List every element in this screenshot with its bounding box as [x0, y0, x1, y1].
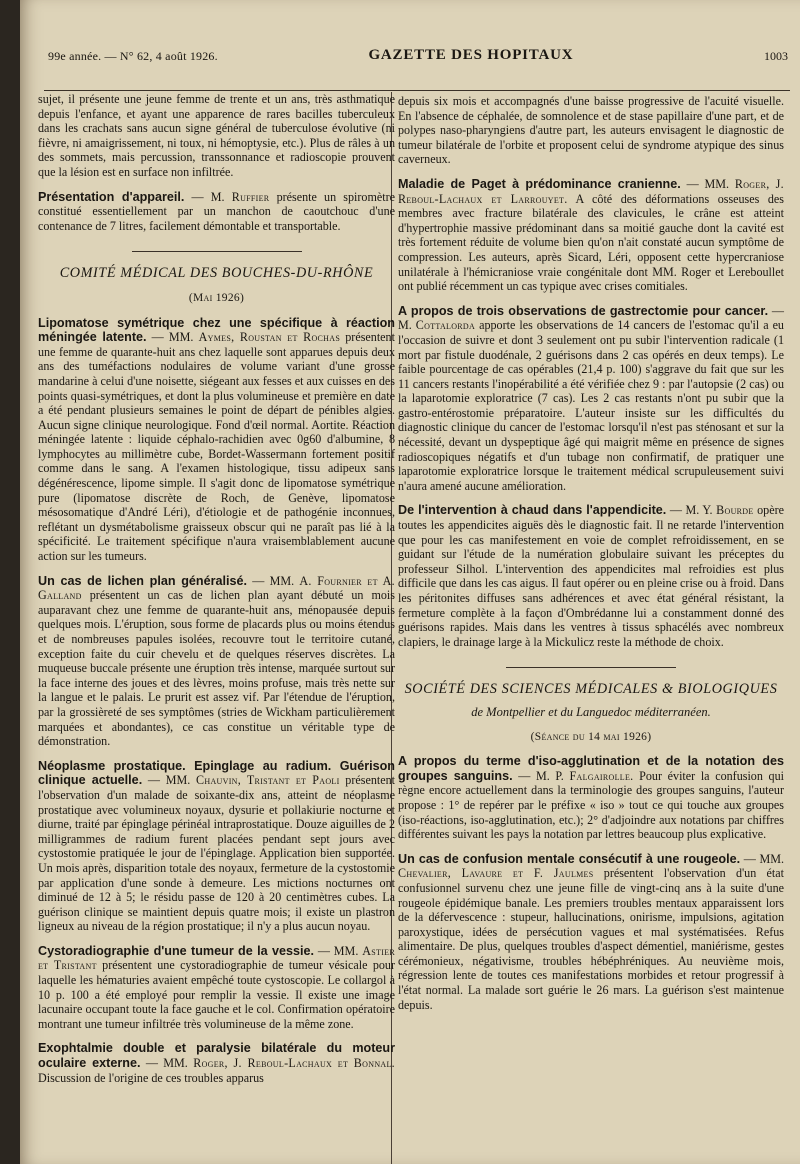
article-body: présentent un cas de lichen plan ayant débuté un mois auparavant chez une femme de quarante-huit ans, ménopausée depuis quelques mois. L'éruption, sous forme de placards plus ou moins étendus et de nombreuses papules isolées, recouvre tout le territoire cutané, exception faite du cuir chevelu et de quelques réserves discrètes. La muqueuse buccale présente une éruption très intense, marquée surtout sur la face interne des joues et des lèvres, moins profuse, mais très nette sur la langue et le palais. Le prurit est assez vif. Par l'étendue de l'éruption, par la grossièreté de ses symptômes (stries de Wickham particulièrement marquées et abondantes), ce cas constitue un véritable type de démonstration. [38, 588, 395, 749]
article-prefix: — MM. [151, 330, 194, 345]
article-authors: Falgairolle. [569, 768, 634, 783]
article-body: présentent l'observation d'un malade de soixante-dix ans, atteint de néoplasme prostatique avec volumineux noyaux, dysurie et pollakiurie nocturne et diurne, traité par épinglage périnéal intraprostatique. Douze aiguilles de 2 milligrammes de radium furent placées pendant sept jours avec cystostomie pratiquée le jour de l'épinglage. Application bien supportée. Un mois après, disparition totale des noyaux, fermeture de la cystostomie par application d'une sonde à demeure. Les mictions nocturnes ont diminué de 12 à 5; le résidu passe de 120 à 20 centimètres cubes. La guérison clinique se maintient depuis quatre mois; il existe un plastron ligneux au niveau de la région prostatique; il n'y a plus aucun noyau. [38, 773, 395, 934]
journal-title: GAZETTE DES HOPITAUX [368, 47, 574, 63]
article-title: De l'intervention à chaud dans l'appendicite. [398, 503, 667, 518]
article-authors: Roger, J. Reboul-Lachaux et Larrouyet. [398, 176, 784, 206]
article-authors: A. Fournier et A. Galland [38, 573, 395, 603]
article-body: opère toutes les appendicites aiguës dès le diagnostic fait. Il ne retarde l'intervention que pour les cas manifestement en voie de complet refroidissement, en se guidant sur l'étude de la numération globulaire suivant les préceptes du professeur Silhol. L'intervention des appendicites mal refroidies est plus difficile que dans les cas aigus. Il faut opérer ou en pleine crise ou à froid. Dans les péritonites diffuses sans adhérences et avec état général résistant, la fermeture complète à la façon d'Ombrédanne lui a constamment donné des guérisons rapides. Mais dans les ventres à tissus sphacélés avec nombreux clapiers, le drainage large à la Mickulicz reste la méthode de choix. [398, 503, 784, 649]
article [38, 759, 395, 934]
article [398, 852, 784, 1013]
article [38, 316, 395, 564]
continuation-paragraph: depuis six mois et accompagnés d'une baisse progressive de l'acuité visuelle. En l'absence de céphalée, de somnolence et de stase papillaire d'une part, et de polypes naso-pharyngiens d'autre part, les auteurs envisagent le diagnostic de tumeur bilatérale de l'orbite et proposent celui de syndrome atypique des sinus caverneux. [398, 94, 784, 167]
section-name: SOCIÉTÉ DES SCIENCES MÉDICALES & BIOLOGIQUES [404, 681, 778, 698]
article-prefix: — M. P. [518, 768, 564, 783]
page-number: 1003 [764, 49, 788, 63]
intro-paragraph: sujet, il présente une jeune femme de trente et un ans, très asthmatique depuis l'enfance, et ayant une apparence de rares bacilles tuberculeux dans les crachats sans aucun signe général de tuberculose évolutive (ni fièvre, ni amaigrissement, ni toux, ni hémoptysie, etc.). Plus de râles à un des sommets, mais percussion, transsonnance et radioscopie prouvent que la lésion est en surface non infiltrée. [38, 92, 395, 179]
article-body: présentent une cystoradiographie de tumeur vésicale pour laquelle les hématuries avaient empêché toute cystoscopie. Le collargol à 10 p. 100 a été employé pour remplir la vessie. Il existe une image lacunaire occupant toute la face gauche et le col. Confirmation opératoire montrant une tumeur infiltrée très volumineuse de la même zone. [38, 958, 396, 1031]
article-body: A côté des déformations osseuses des membres avec fracture bilatérale des clavicules, le crâne est atteint d'hypertrophie massive prédominant dans sa moitié gauche dont la cavité est très fortement réduite de volume bien qu'on n'ait constaté aucun symptôme de compression. Les auteurs, après Sicard, Léri, opposent cette hypercraniose unilatérale à l'hémicraniose vraie congénitale dont MM. Roger et Lereboullet ont publié récemment un cas typique avec crises comitiales. [398, 191, 784, 294]
article-prefix: — MM. [147, 773, 191, 788]
article-body: présentent une femme de quarante-huit ans chez laquelle sont apparues depuis deux ans des tuméfactions nodulaires de volume variant d'une grosse mandarine à celui d'une noisette, siégeant aux fesses et aux cuisses en des points quasi-symétriques, et dont la plus volumineuse et première en date a été pendant plusieurs semaines le point de départ de pénibles algies. Aucun signe clinique neurologique. Fond d'œil normal. Aortite. Réaction méningée latente : liquide céphalo-rachidien avec 0g60 d'albumine, 8 lymphocytes au millimètre cube, Bordet-Wassermann fortement positif comme dans le sang. A l'examen histologique, tissu adipeux sans dégénérescence, lipome simple. Il s'agit donc de lipomatose symétrique pure (lipomatose discrète de Roch, de Genève, lipomatose mésosomatique d'André Léri), d'étiologie et de pathogénie inconnues, reflétant un dysmétabolisme graisseux obscur qui ne paraît pas lié à la spécificité. Le traitement spécifique n'aura vraisemblablement aucune action sur les tumeurs. [38, 330, 395, 564]
article-title: Lipomatose symétrique chez une spécifique à réaction méningée latente. [38, 315, 395, 345]
article [398, 754, 784, 842]
article-title: A propos du terme d'iso-agglutination et de la notation des groupes sanguins. [398, 754, 784, 783]
article-authors: Bourde [716, 503, 754, 518]
article-body: Discussion de l'origine de ces troubles apparus [38, 1070, 264, 1085]
article-authors: Ruffier [231, 189, 270, 204]
article-title: Présentation d'appareil. [38, 189, 185, 204]
section-date: (Séance du 14 mai 1926) [530, 730, 652, 743]
article-body: apporte les observations de 14 cancers de l'estomac qu'il a eu l'occasion de suivre et dont 3 seulement ont pu subir l'intervention radicale (1 mort par fistule duodénale, 2 guérisons dans 2 cas opérés en deux temps). Le faible pourcentage de cas opérables (21,4 p. 100) s'aggrave du fait que sur les 11 cancers restants l'inopérabilité a été vérifiée chez 9 : par l'autopsie (2 cas) ou la laparotomie exploratrice (7 cas). Les 2 cas restants n'ont pu subir que la gastro-entérostomie préparatoire. L'auteur insiste sur les difficultés du diagnostic clinique du cancer de l'estomac lorsqu'il n'est pas sténosant et sur la nécessité, devant un dyspeptique âgé qui maigrit même en présence de signes radioscopiques négatifs et d'un tubage non confirmatif, de pratiquer une laparotomie exploratrice lorsque le traitement médical scrupuleusement suivi n'aura amené aucune amélioration. [398, 318, 784, 493]
journal-page [20, 0, 800, 1164]
article-body: présente un spiromètre constitué essentiellement par un manchon de caoutchouc d'une contenance de 7 litres, facilement démontable et transportable. [38, 189, 395, 233]
article-title: Exophtalmie double et paralysie bilatérale du moteur oculaire externe. [38, 1041, 395, 1071]
header-rule [44, 90, 790, 91]
section-subtitle: de Montpellier et du Languedoc méditerranéen. [471, 704, 711, 719]
article [398, 503, 784, 649]
article-prefix: — MM. [743, 851, 784, 866]
article-prefix: — MM. [686, 176, 730, 191]
issue-info: 99e année. — N° 62, 4 août 1926. [48, 49, 218, 63]
article-prefix: — MM. [145, 1056, 188, 1071]
left-column [38, 92, 395, 1085]
article [398, 304, 784, 494]
article-prefix: — M. Y. [669, 503, 713, 518]
section-heading-montpellier [398, 667, 784, 744]
article-title: A propos de trois observations de gastrectomie pour cancer. [398, 303, 769, 318]
article-title: Néoplasme prostatique. Epinglage au radium. Guérison clinique actuelle. [38, 758, 395, 788]
article-prefix: — MM. [252, 573, 295, 588]
article-title: Cystoradiographie d'une tumeur de la vessie. [38, 943, 314, 958]
article-title: Un cas de lichen plan généralisé. [38, 573, 248, 588]
article-authors: Chauvin, Tristant et Paoli [196, 773, 340, 788]
article-authors: Cottalorda [415, 318, 476, 333]
article-title: Maladie de Paget à prédominance cranienne. [398, 176, 681, 191]
article [398, 177, 784, 294]
article-body: Pour éviter la confusion qui règne encore actuellement dans la terminologie des groupes sanguins, l'auteur propose : 1° de repérer par le préfixe « iso » tout ce qui touche aux groupes (iso-réactions, iso-agglutination, etc.); 2° d'adjoindre aux notations par chiffres différentes suivant les pays la notation par lettres beaucoup plus explicative. [398, 768, 784, 842]
section-name: COMITÉ MÉDICAL DES BOUCHES-DU-RHÔNE [59, 265, 374, 282]
article [38, 1041, 395, 1085]
article-body: présentent l'observation d'un état confusionnel survenu chez une jeune fille de vingt-cinq ans à la suite d'une rougeole épidémique banale. Les premiers troubles mentaux apparaissent lors de la défervescence : stupeur, hallucinations, onirisme, impulsions, agitation paroxystique, idées de persécution vagues et mal systématisées. Refus alimentaire. De plus, quelques troubles d'aspect démentiel, maniérisme, gestes cérémonieux, négativisme, troubles hébéphréniques. Au neuvième mois, régression lente de toutes ces manifestations morbides et retour progressif à l'état normal. La malade sort guérie le 26 mars. La guérison s'est maintenue depuis. [398, 866, 784, 1012]
article-title: Un cas de confusion mentale consécutif à une rougeole. [398, 851, 741, 866]
section-date: (Mai 1926) [188, 291, 245, 304]
section-heading-bouches-du-rhone [38, 251, 395, 305]
section-rule [132, 251, 302, 252]
article-authors: Astier et Tristant [38, 943, 395, 973]
right-column [398, 94, 784, 1012]
article-authors: Roger, J. Reboul-Lachaux et Bonnal. [193, 1056, 395, 1071]
section-rule [506, 667, 676, 668]
article-prefix: — M. [398, 303, 784, 333]
article-authors: Aymes, Roustan et Rochas [198, 330, 341, 345]
article-prefix: — MM. [317, 943, 359, 958]
running-header [48, 38, 788, 64]
article [38, 944, 395, 1032]
article-authors: Chevalier, Lavaure et F. Jaulmes [398, 866, 594, 881]
article-appareil: Présentation d'appareil. — M. Ruffier présente un spiromètre constitué essentiellement par un manchon de caoutchouc d'une contenance de 7 litres, facilement démontable et transportable. [38, 189, 395, 233]
article [38, 574, 395, 749]
